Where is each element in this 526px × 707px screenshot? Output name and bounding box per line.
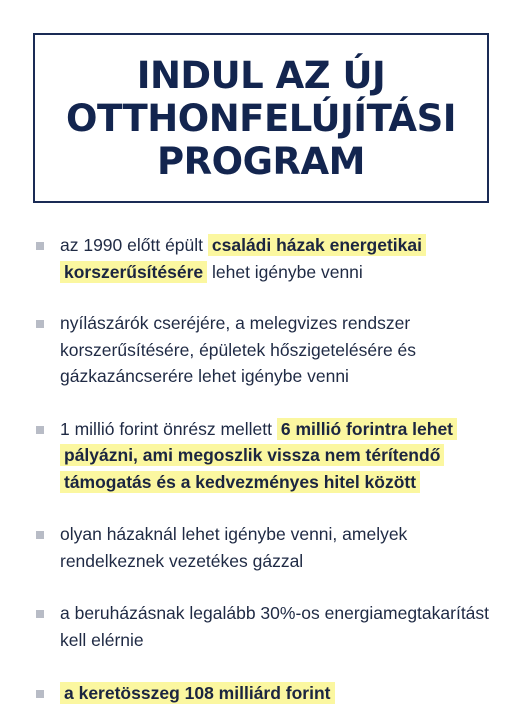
bullet-text: a beruházásnak legalább 30%-os energiamegtakarítást kell elérnie bbox=[60, 603, 490, 650]
bullet-text: 1 millió forint önrész mellett bbox=[60, 418, 277, 439]
list-item bbox=[36, 416, 506, 496]
bullet-text-after: lehet igénybe venni bbox=[207, 261, 363, 282]
bullet-square-icon bbox=[36, 531, 44, 539]
bullet-square-icon bbox=[36, 242, 44, 250]
list-item bbox=[36, 521, 506, 574]
title-box bbox=[33, 33, 489, 203]
bullet-highlight: családi házak energetikai korszerűsítésére bbox=[60, 234, 426, 283]
title-line-1: INDUL AZ ÚJ bbox=[136, 53, 386, 97]
list-item bbox=[36, 232, 506, 285]
bullet-text: nyílászárók cseréjére, a melegvizes rendszer korszerűsítésére, épületek hőszigetelésére és gázkazáncserére lehet igénybe venni bbox=[60, 313, 417, 386]
bullet-text: az 1990 előtt épült bbox=[60, 235, 208, 255]
title-line-3: PROGRAM bbox=[157, 139, 365, 183]
list-item bbox=[36, 680, 506, 707]
page-title bbox=[66, 54, 456, 183]
bullet-square-icon bbox=[36, 690, 44, 698]
list-item bbox=[36, 310, 506, 390]
bullet-highlight: 6 millió forintra lehet pályázni, ami megoszlik vissza nem térítendő támogatás és a kedvezményes hitel között bbox=[60, 418, 457, 493]
bullet-text: olyan házaknál lehet igénybe venni, amelyek rendelkeznek vezetékes gázzal bbox=[60, 524, 408, 571]
title-line-2: OTTHONFELÚJÍTÁSI bbox=[66, 96, 456, 140]
bullet-highlight: a keretösszeg 108 milliárd forint bbox=[60, 682, 335, 704]
bullet-square-icon bbox=[36, 610, 44, 618]
bullet-square-icon bbox=[36, 320, 44, 328]
bullet-list bbox=[36, 232, 506, 707]
list-item bbox=[36, 600, 506, 653]
bullet-square-icon bbox=[36, 426, 44, 434]
